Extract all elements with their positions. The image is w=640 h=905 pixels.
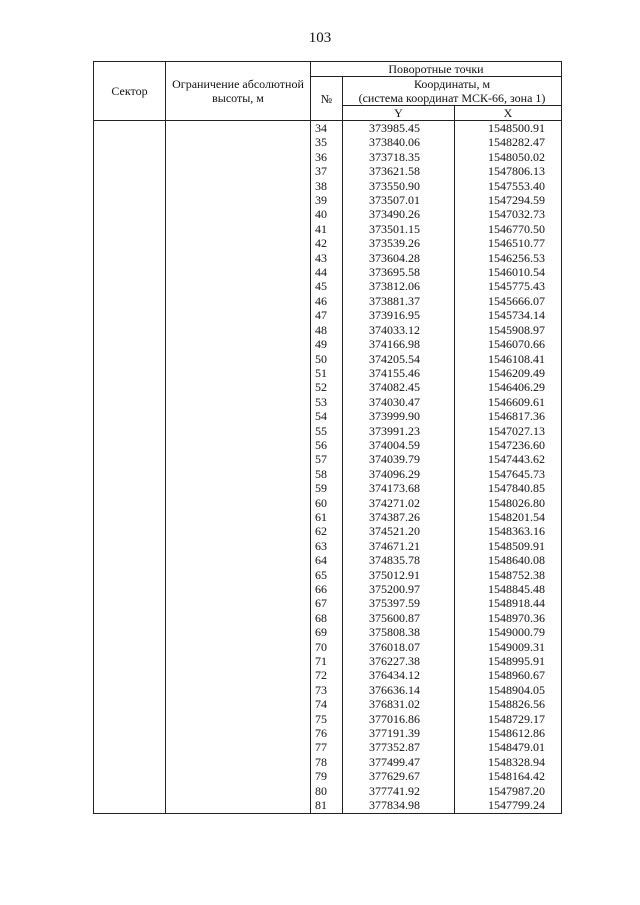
point-number: 45 [311,279,343,293]
coordinate-y: 373985.45 [343,121,455,136]
table-row [94,496,562,510]
altitude-limit-cell [166,193,311,207]
coordinate-y: 374173.68 [343,481,455,495]
altitude-limit-cell [166,697,311,711]
point-number: 48 [311,323,343,337]
altitude-limit-cell [166,755,311,769]
coordinate-y: 376831.02 [343,697,455,711]
sector-cell [94,352,166,366]
altitude-limit-cell [166,726,311,740]
coordinate-x: 1548640.08 [455,553,562,567]
coordinate-x: 1545734.14 [455,308,562,322]
point-number: 73 [311,683,343,697]
header-coordinate-system: (система координат МСК-66, зона 1) [343,91,562,106]
sector-cell [94,424,166,438]
coordinate-x: 1546510.77 [455,236,562,250]
sector-cell [94,452,166,466]
coordinate-x: 1547806.13 [455,164,562,178]
coordinate-y: 374387.26 [343,510,455,524]
altitude-limit-cell [166,279,311,293]
point-number: 52 [311,380,343,394]
point-number: 65 [311,568,343,582]
altitude-limit-cell [166,784,311,798]
coordinate-x: 1546010.54 [455,265,562,279]
table-row [94,668,562,682]
point-number: 42 [311,236,343,250]
coordinate-y: 374271.02 [343,496,455,510]
table-row [94,568,562,582]
coordinate-y: 375012.91 [343,568,455,582]
point-number: 51 [311,366,343,380]
coordinate-x: 1548164.42 [455,769,562,783]
sector-cell [94,553,166,567]
table-row [94,524,562,538]
header-altitude-limit: Ограничение абсолютной высоты, м [166,62,311,121]
altitude-limit-cell [166,668,311,682]
altitude-limit-cell [166,121,311,136]
coordinate-x: 1548509.91 [455,539,562,553]
header-number: № [311,77,343,121]
table-row [94,582,562,596]
table-row [94,409,562,423]
coordinate-x: 1548729.17 [455,712,562,726]
point-number: 61 [311,510,343,524]
table-row [94,712,562,726]
coordinate-y: 377191.39 [343,726,455,740]
point-number: 69 [311,625,343,639]
coordinate-x: 1548479.01 [455,740,562,754]
coordinate-x: 1548500.91 [455,121,562,136]
sector-cell [94,697,166,711]
sector-cell [94,625,166,639]
header-sector: Сектор [94,62,166,121]
point-number: 81 [311,798,343,813]
coordinate-y: 374166.98 [343,337,455,351]
sector-cell [94,769,166,783]
coordinate-y: 377016.86 [343,712,455,726]
table-row [94,740,562,754]
table-row [94,193,562,207]
coordinate-y: 373718.35 [343,150,455,164]
sector-cell [94,654,166,668]
altitude-limit-cell [166,798,311,813]
point-number: 62 [311,524,343,538]
table-row [94,251,562,265]
point-number: 56 [311,438,343,452]
altitude-limit-cell [166,769,311,783]
coordinate-y: 374033.12 [343,323,455,337]
coordinate-x: 1547799.24 [455,798,562,813]
sector-cell [94,683,166,697]
coordinate-y: 374004.59 [343,438,455,452]
coordinate-x: 1545666.07 [455,294,562,308]
altitude-limit-cell [166,236,311,250]
coordinate-y: 375600.87 [343,611,455,625]
point-number: 53 [311,395,343,409]
point-number: 39 [311,193,343,207]
coordinate-y: 373604.28 [343,251,455,265]
coordinate-y: 374155.46 [343,366,455,380]
altitude-limit-cell [166,395,311,409]
table-row [94,726,562,740]
altitude-limit-cell [166,654,311,668]
coordinate-y: 373916.95 [343,308,455,322]
point-number: 38 [311,179,343,193]
table-row [94,683,562,697]
coordinate-x: 1547294.59 [455,193,562,207]
sector-cell [94,380,166,394]
coordinate-x: 1546770.50 [455,222,562,236]
coordinate-x: 1548050.02 [455,150,562,164]
coordinate-x: 1546406.29 [455,380,562,394]
sector-cell [94,467,166,481]
coordinate-y: 374835.78 [343,553,455,567]
point-number: 57 [311,452,343,466]
coordinate-x: 1546256.53 [455,251,562,265]
table-row [94,294,562,308]
coordinate-x: 1549000.79 [455,625,562,639]
point-number: 59 [311,481,343,495]
sector-cell [94,164,166,178]
coordinate-y: 374521.20 [343,524,455,538]
point-number: 60 [311,496,343,510]
coordinate-x: 1547553.40 [455,179,562,193]
header-y: Y [343,106,455,121]
table-row [94,654,562,668]
coordinate-x: 1548612.86 [455,726,562,740]
altitude-limit-cell [166,568,311,582]
coordinate-x: 1547027.13 [455,424,562,438]
table-row [94,308,562,322]
table-row [94,784,562,798]
coordinate-x: 1547645.73 [455,467,562,481]
sector-cell [94,251,166,265]
table-row [94,510,562,524]
altitude-limit-cell [166,640,311,654]
sector-cell [94,179,166,193]
coordinate-y: 374030.47 [343,395,455,409]
sector-cell [94,798,166,813]
sector-cell [94,366,166,380]
point-number: 78 [311,755,343,769]
table-row [94,222,562,236]
coordinate-y: 373550.90 [343,179,455,193]
coordinate-x: 1546070.66 [455,337,562,351]
point-number: 67 [311,596,343,610]
altitude-limit-cell [166,582,311,596]
coordinate-y: 373991.23 [343,424,455,438]
table-row [94,438,562,452]
point-number: 54 [311,409,343,423]
point-number: 50 [311,352,343,366]
coordinate-y: 373881.37 [343,294,455,308]
coordinate-x: 1548026.80 [455,496,562,510]
sector-cell [94,568,166,582]
coordinate-y: 373490.26 [343,207,455,221]
altitude-limit-cell [166,265,311,279]
header-x: X [455,106,562,121]
altitude-limit-cell [166,481,311,495]
coordinate-x: 1546209.49 [455,366,562,380]
coordinate-y: 377834.98 [343,798,455,813]
altitude-limit-cell [166,409,311,423]
coordinate-y: 377629.67 [343,769,455,783]
altitude-limit-cell [166,524,311,538]
table-row [94,135,562,149]
sector-cell [94,135,166,149]
altitude-limit-cell [166,611,311,625]
sector-cell [94,438,166,452]
sector-cell [94,150,166,164]
sector-cell [94,323,166,337]
coordinate-x: 1549009.31 [455,640,562,654]
point-number: 72 [311,668,343,682]
altitude-limit-cell [166,683,311,697]
altitude-limit-cell [166,380,311,394]
sector-cell [94,121,166,136]
altitude-limit-cell [166,294,311,308]
point-number: 43 [311,251,343,265]
table-row [94,179,562,193]
coordinate-y: 377352.87 [343,740,455,754]
sector-cell [94,582,166,596]
point-number: 34 [311,121,343,136]
coordinate-y: 373840.06 [343,135,455,149]
point-number: 75 [311,712,343,726]
point-number: 47 [311,308,343,322]
coordinate-y: 375397.59 [343,596,455,610]
table-row [94,323,562,337]
coordinate-y: 376636.14 [343,683,455,697]
coordinate-y: 373695.58 [343,265,455,279]
point-number: 35 [311,135,343,149]
table-row [94,236,562,250]
coordinate-x: 1548845.48 [455,582,562,596]
point-number: 58 [311,467,343,481]
coordinate-y: 373539.26 [343,236,455,250]
coordinate-x: 1548752.38 [455,568,562,582]
coordinate-y: 374039.79 [343,452,455,466]
table-row [94,481,562,495]
point-number: 37 [311,164,343,178]
coordinate-x: 1548904.05 [455,683,562,697]
point-number: 44 [311,265,343,279]
sector-cell [94,726,166,740]
sector-cell [94,481,166,495]
altitude-limit-cell [166,510,311,524]
sector-cell [94,409,166,423]
sector-cell [94,755,166,769]
coordinate-y: 377741.92 [343,784,455,798]
coordinate-x: 1547443.62 [455,452,562,466]
altitude-limit-cell [166,712,311,726]
header-coordinates: Координаты, м [343,77,562,92]
coordinate-x: 1548826.56 [455,697,562,711]
page-number: 103 [308,30,332,46]
coordinate-y: 373501.15 [343,222,455,236]
point-number: 55 [311,424,343,438]
coordinate-x: 1545908.97 [455,323,562,337]
coordinate-y: 377499.47 [343,755,455,769]
coordinate-y: 376018.07 [343,640,455,654]
sector-cell [94,668,166,682]
header-turning-points: Поворотные точки [311,62,562,77]
table-row [94,798,562,813]
sector-cell [94,279,166,293]
altitude-limit-cell [166,207,311,221]
sector-cell [94,524,166,538]
table-row [94,625,562,639]
sector-cell [94,640,166,654]
sector-cell [94,596,166,610]
altitude-limit-cell [166,553,311,567]
sector-cell [94,510,166,524]
table-body [94,121,562,814]
table-row [94,395,562,409]
point-number: 68 [311,611,343,625]
coordinate-x: 1548328.94 [455,755,562,769]
coordinate-x: 1548970.36 [455,611,562,625]
sector-cell [94,740,166,754]
point-number: 74 [311,697,343,711]
sector-cell [94,395,166,409]
point-number: 41 [311,222,343,236]
coordinates-table [93,61,562,814]
table-row [94,279,562,293]
point-number: 76 [311,726,343,740]
coordinate-x: 1548960.67 [455,668,562,682]
coordinate-x: 1548282.47 [455,135,562,149]
coordinate-y: 373507.01 [343,193,455,207]
table-row [94,452,562,466]
altitude-limit-cell [166,352,311,366]
table-row [94,150,562,164]
altitude-limit-cell [166,596,311,610]
table-row [94,164,562,178]
sector-cell [94,539,166,553]
coordinate-x: 1548918.44 [455,596,562,610]
table-row [94,121,562,136]
table-row [94,207,562,221]
sector-cell [94,207,166,221]
coordinate-y: 374096.29 [343,467,455,481]
point-number: 46 [311,294,343,308]
coordinate-x: 1548363.16 [455,524,562,538]
table-row [94,596,562,610]
sector-cell [94,611,166,625]
table-row [94,424,562,438]
coordinate-y: 376227.38 [343,654,455,668]
table-row [94,265,562,279]
coordinate-x: 1547987.20 [455,784,562,798]
sector-cell [94,222,166,236]
altitude-limit-cell [166,467,311,481]
coordinate-y: 373999.90 [343,409,455,423]
table-row [94,553,562,567]
table-row [94,611,562,625]
altitude-limit-cell [166,150,311,164]
table-row [94,755,562,769]
sector-cell [94,236,166,250]
altitude-limit-cell [166,222,311,236]
coordinate-y: 373621.58 [343,164,455,178]
altitude-limit-cell [166,438,311,452]
table-row [94,697,562,711]
altitude-limit-cell [166,179,311,193]
altitude-limit-cell [166,135,311,149]
coordinate-y: 375200.97 [343,582,455,596]
point-number: 63 [311,539,343,553]
altitude-limit-cell [166,539,311,553]
altitude-limit-cell [166,625,311,639]
coordinate-x: 1547840.85 [455,481,562,495]
coordinate-x: 1548201.54 [455,510,562,524]
table-row [94,467,562,481]
table-row [94,337,562,351]
coordinate-x: 1546108.41 [455,352,562,366]
point-number: 80 [311,784,343,798]
table-row [94,539,562,553]
altitude-limit-cell [166,251,311,265]
point-number: 49 [311,337,343,351]
coordinate-y: 375808.38 [343,625,455,639]
altitude-limit-cell [166,323,311,337]
sector-cell [94,294,166,308]
point-number: 79 [311,769,343,783]
point-number: 71 [311,654,343,668]
sector-cell [94,337,166,351]
coordinate-x: 1545775.43 [455,279,562,293]
point-number: 70 [311,640,343,654]
altitude-limit-cell [166,496,311,510]
coordinate-y: 374082.45 [343,380,455,394]
point-number: 77 [311,740,343,754]
altitude-limit-cell [166,740,311,754]
sector-cell [94,265,166,279]
point-number: 36 [311,150,343,164]
sector-cell [94,308,166,322]
coordinate-x: 1546609.61 [455,395,562,409]
coordinate-x: 1548995.91 [455,654,562,668]
altitude-limit-cell [166,424,311,438]
coordinate-y: 374205.54 [343,352,455,366]
coordinate-y: 373812.06 [343,279,455,293]
coordinate-x: 1547236.60 [455,438,562,452]
sector-cell [94,193,166,207]
table-row [94,640,562,654]
point-number: 40 [311,207,343,221]
altitude-limit-cell [166,452,311,466]
altitude-limit-cell [166,308,311,322]
sector-cell [94,712,166,726]
coordinate-y: 374671.21 [343,539,455,553]
table-row [94,380,562,394]
altitude-limit-cell [166,366,311,380]
altitude-limit-cell [166,337,311,351]
coordinate-x: 1547032.73 [455,207,562,221]
table-row [94,352,562,366]
point-number: 64 [311,553,343,567]
point-number: 66 [311,582,343,596]
table-row [94,769,562,783]
coordinate-x: 1546817.36 [455,409,562,423]
altitude-limit-cell [166,164,311,178]
sector-cell [94,496,166,510]
table-row [94,366,562,380]
sector-cell [94,784,166,798]
coordinate-y: 376434.12 [343,668,455,682]
